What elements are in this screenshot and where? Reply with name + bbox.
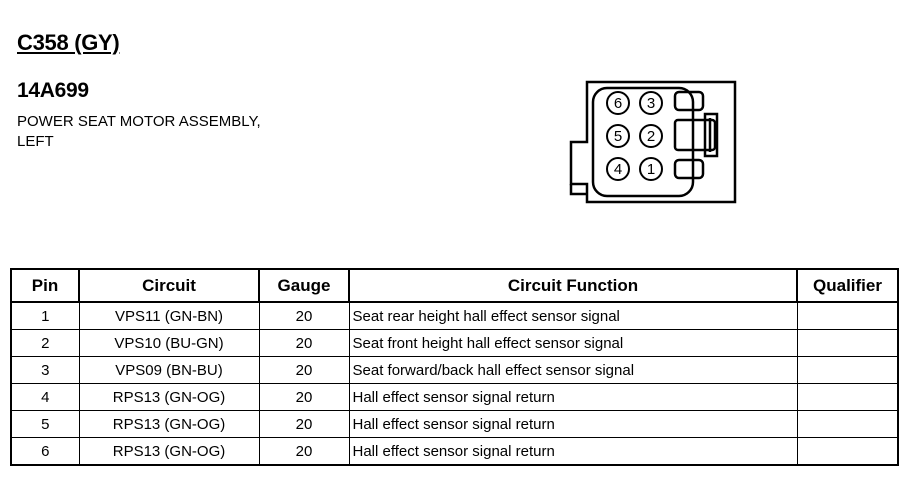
table-row <box>11 302 898 330</box>
table-row <box>11 357 898 384</box>
pin-label-1: 1 <box>646 161 656 178</box>
connector-face-diagram <box>565 78 745 208</box>
cell-gauge: 20 <box>259 302 349 330</box>
cell-qualifier <box>797 438 898 466</box>
pin-label-4: 4 <box>613 161 623 178</box>
header-circuit-function: Circuit Function <box>349 269 797 302</box>
cell-function: Seat rear height hall effect sensor signal <box>349 302 797 330</box>
cell-qualifier <box>797 357 898 384</box>
cell-gauge: 20 <box>259 330 349 357</box>
cell-pin: 1 <box>11 302 79 330</box>
pin-label-5: 5 <box>613 128 623 145</box>
table-row <box>11 411 898 438</box>
cell-circuit: VPS09 (BN-BU) <box>79 357 259 384</box>
header-gauge: Gauge <box>259 269 349 302</box>
cell-function: Seat front height hall effect sensor signal <box>349 330 797 357</box>
table-header-row <box>11 269 898 302</box>
cell-function: Hall effect sensor signal return <box>349 411 797 438</box>
connector-slot-bottom <box>675 160 703 178</box>
cell-gauge: 20 <box>259 438 349 466</box>
pinout-table <box>10 268 899 466</box>
cell-circuit: RPS13 (GN-OG) <box>79 384 259 411</box>
cell-pin: 6 <box>11 438 79 466</box>
pin-label-3: 3 <box>646 95 656 112</box>
cell-qualifier <box>797 384 898 411</box>
description-line-2: LEFT <box>17 133 54 150</box>
header-qualifier: Qualifier <box>797 269 898 302</box>
cell-circuit: VPS10 (BU-GN) <box>79 330 259 357</box>
table-row <box>11 438 898 466</box>
cell-qualifier <box>797 330 898 357</box>
connector-description <box>17 112 261 152</box>
table-row <box>11 330 898 357</box>
table-row <box>11 384 898 411</box>
cell-pin: 4 <box>11 384 79 411</box>
cell-function: Seat forward/back hall effect sensor signal <box>349 357 797 384</box>
pin-label-2: 2 <box>646 128 656 145</box>
cell-pin: 2 <box>11 330 79 357</box>
cell-circuit: RPS13 (GN-OG) <box>79 438 259 466</box>
header-circuit: Circuit <box>79 269 259 302</box>
connector-title: C358 (GY) <box>17 30 120 55</box>
cell-qualifier <box>797 302 898 330</box>
cell-gauge: 20 <box>259 411 349 438</box>
connector-slot-top <box>675 92 703 110</box>
header-pin: Pin <box>11 269 79 302</box>
part-number: 14A699 <box>17 79 89 102</box>
cell-qualifier <box>797 411 898 438</box>
cell-circuit: VPS11 (GN-BN) <box>79 302 259 330</box>
cell-gauge: 20 <box>259 357 349 384</box>
cell-function: Hall effect sensor signal return <box>349 384 797 411</box>
cell-function: Hall effect sensor signal return <box>349 438 797 466</box>
cell-pin: 5 <box>11 411 79 438</box>
pin-label-6: 6 <box>613 95 623 112</box>
description-line-1: POWER SEAT MOTOR ASSEMBLY, <box>17 113 261 130</box>
cell-circuit: RPS13 (GN-OG) <box>79 411 259 438</box>
cell-pin: 3 <box>11 357 79 384</box>
cell-gauge: 20 <box>259 384 349 411</box>
